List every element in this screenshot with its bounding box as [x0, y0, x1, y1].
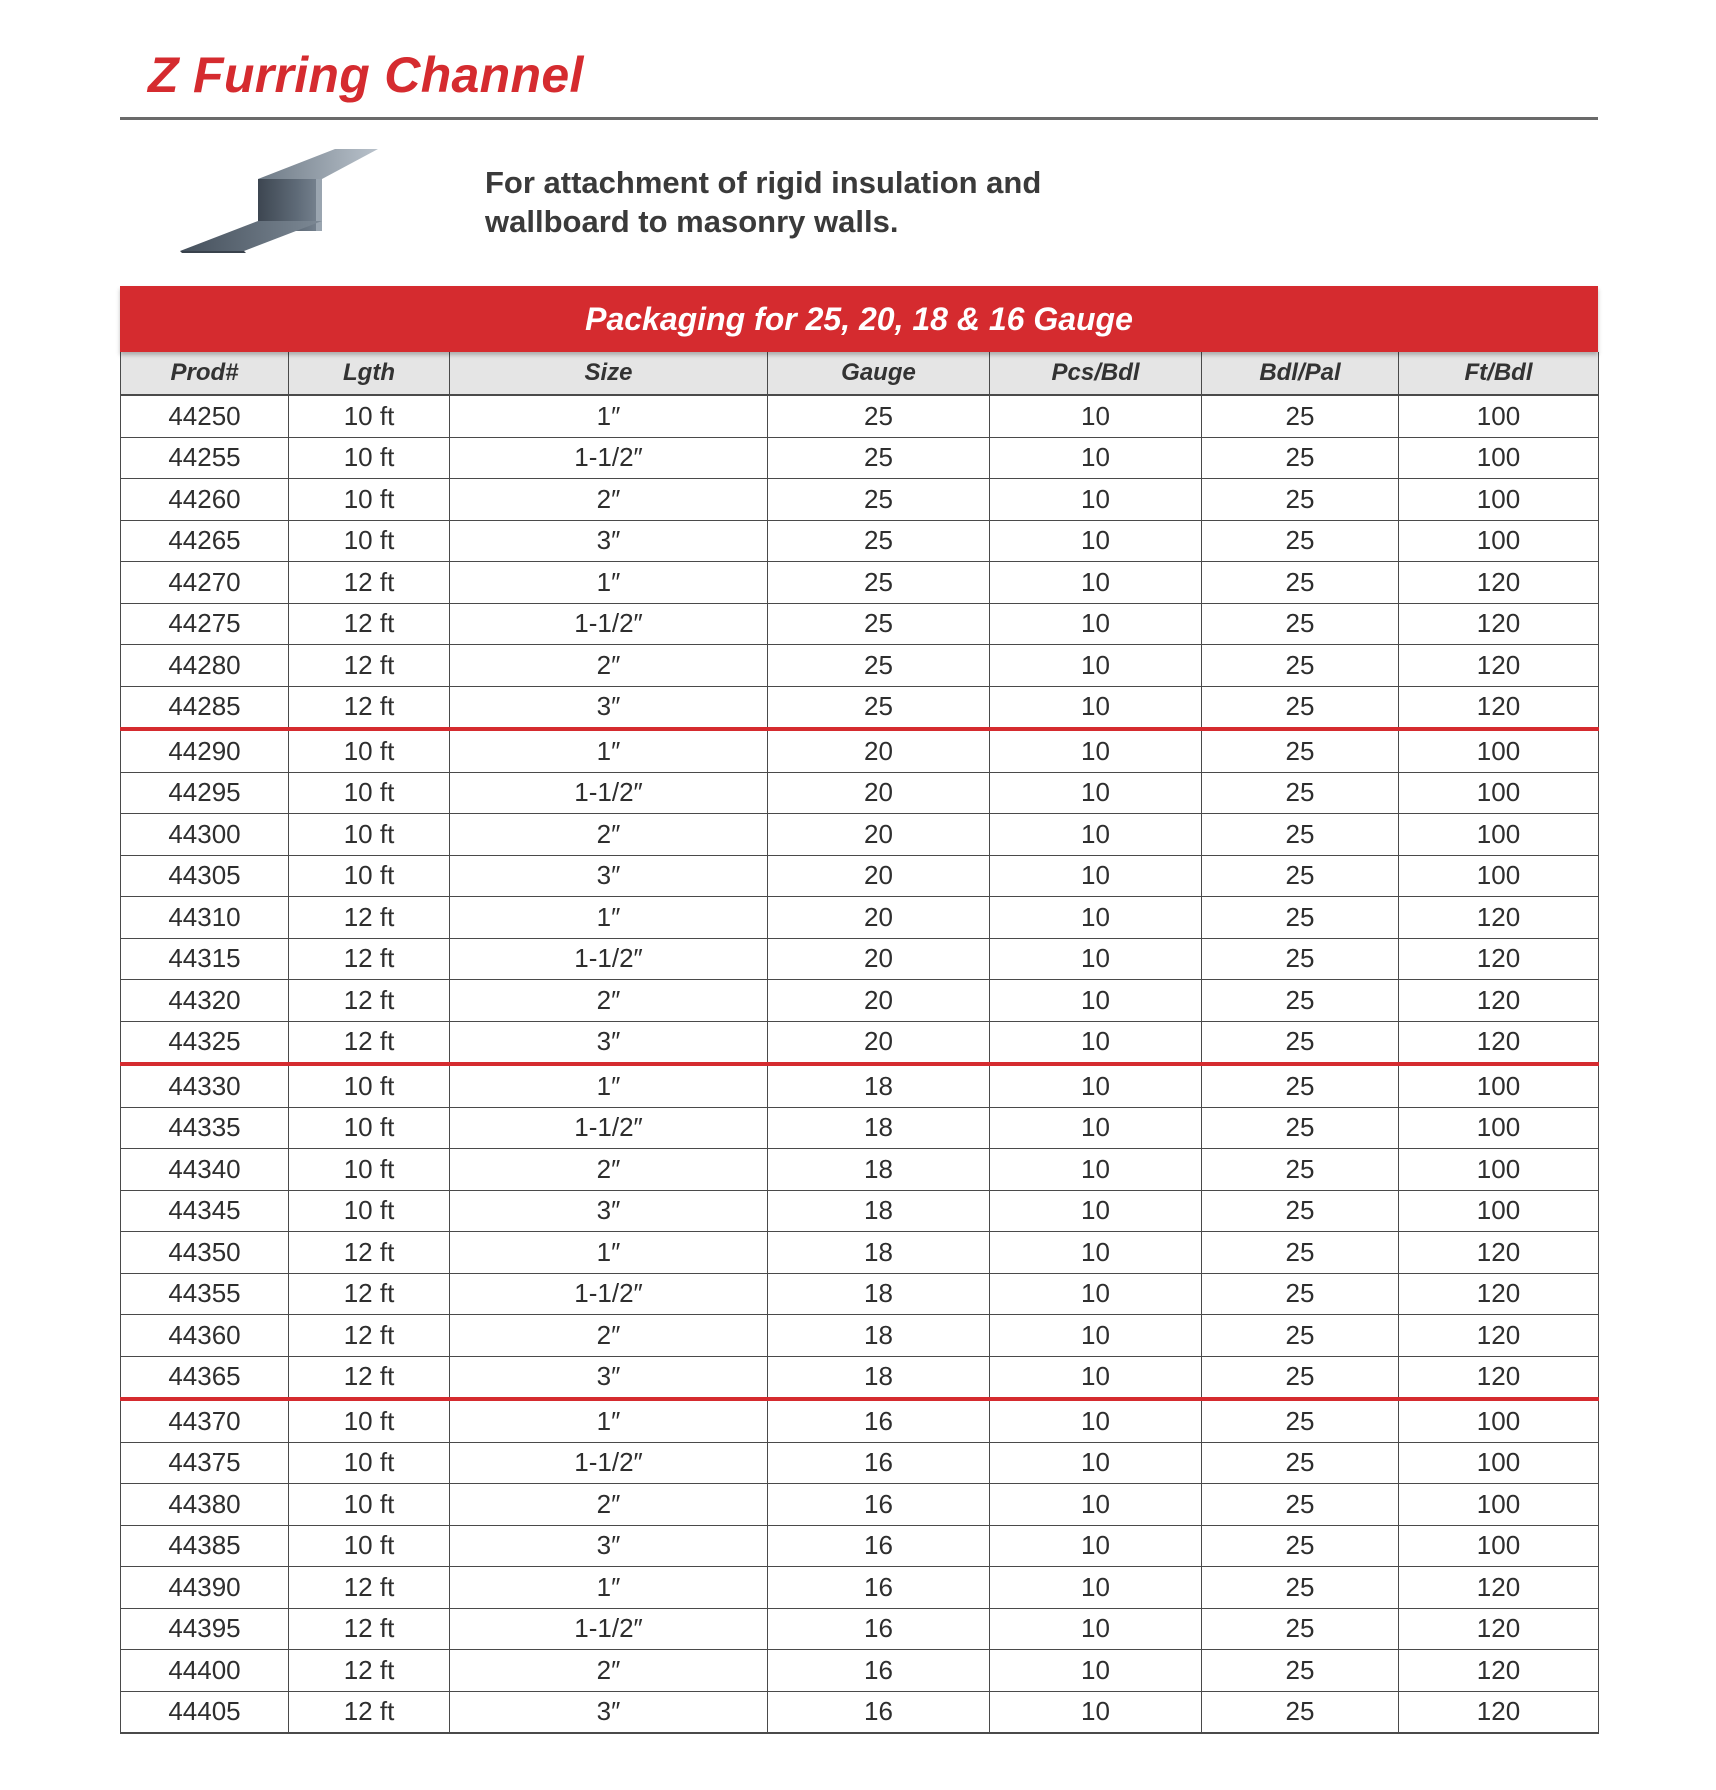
- length-cell: 10 ft: [289, 1149, 450, 1191]
- pcs-per-bundle-cell: 10: [990, 729, 1202, 772]
- feet-per-bundle-cell: 120: [1399, 645, 1599, 687]
- length-cell: 12 ft: [289, 1232, 450, 1274]
- bundles-per-pallet-cell: 25: [1202, 686, 1399, 729]
- prod-cell: 44405: [121, 1691, 289, 1733]
- bundles-per-pallet-cell: 25: [1202, 1149, 1399, 1191]
- bundles-per-pallet-cell: 25: [1202, 1315, 1399, 1357]
- prod-cell: 44300: [121, 814, 289, 856]
- length-cell: 10 ft: [289, 437, 450, 479]
- web-edge-shape: [316, 179, 322, 231]
- length-cell: 12 ft: [289, 603, 450, 645]
- table-row: [121, 1232, 1599, 1274]
- bundles-per-pallet-cell: 25: [1202, 1064, 1399, 1107]
- size-cell: 1-1/2″: [450, 1273, 768, 1315]
- table-row: [121, 1567, 1599, 1609]
- packaging-table-section: [120, 286, 1598, 1734]
- table-row: [121, 938, 1599, 980]
- table-row: [121, 772, 1599, 814]
- column-header-prod: Prod#: [121, 352, 289, 395]
- pcs-per-bundle-cell: 10: [990, 855, 1202, 897]
- prod-cell: 44265: [121, 520, 289, 562]
- gauge-cell: 25: [768, 479, 990, 521]
- table-row: [121, 395, 1599, 437]
- pcs-per-bundle-cell: 10: [990, 1525, 1202, 1567]
- size-cell: 1″: [450, 395, 768, 437]
- size-cell: 1″: [450, 897, 768, 939]
- prod-cell: 44305: [121, 855, 289, 897]
- gauge-cell: 18: [768, 1273, 990, 1315]
- bundles-per-pallet-cell: 25: [1202, 1232, 1399, 1274]
- bundles-per-pallet-cell: 25: [1202, 938, 1399, 980]
- length-cell: 10 ft: [289, 1399, 450, 1442]
- prod-cell: 44275: [121, 603, 289, 645]
- gauge-cell: 25: [768, 562, 990, 604]
- feet-per-bundle-cell: 100: [1399, 395, 1599, 437]
- length-cell: 12 ft: [289, 897, 450, 939]
- bundles-per-pallet-cell: 25: [1202, 520, 1399, 562]
- length-cell: 10 ft: [289, 1190, 450, 1232]
- gauge-cell: 25: [768, 395, 990, 437]
- pcs-per-bundle-cell: 10: [990, 1064, 1202, 1107]
- gauge-cell: 18: [768, 1315, 990, 1357]
- size-cell: 3″: [450, 520, 768, 562]
- gauge-cell: 25: [768, 686, 990, 729]
- gauge-cell: 16: [768, 1399, 990, 1442]
- table-row: [121, 1149, 1599, 1191]
- table-row: [121, 520, 1599, 562]
- gauge-cell: 18: [768, 1356, 990, 1399]
- pcs-per-bundle-cell: 10: [990, 1399, 1202, 1442]
- length-cell: 10 ft: [289, 1107, 450, 1149]
- pcs-per-bundle-cell: 10: [990, 772, 1202, 814]
- table-row: [121, 1691, 1599, 1733]
- size-cell: 3″: [450, 1356, 768, 1399]
- feet-per-bundle-cell: 120: [1399, 980, 1599, 1022]
- table-row: [121, 437, 1599, 479]
- length-cell: 10 ft: [289, 1484, 450, 1526]
- feet-per-bundle-cell: 120: [1399, 1650, 1599, 1692]
- length-cell: 12 ft: [289, 1691, 450, 1733]
- size-cell: 2″: [450, 479, 768, 521]
- feet-per-bundle-cell: 100: [1399, 1107, 1599, 1149]
- prod-cell: 44325: [121, 1021, 289, 1064]
- table-row: [121, 855, 1599, 897]
- length-cell: 10 ft: [289, 395, 450, 437]
- pcs-per-bundle-cell: 10: [990, 1273, 1202, 1315]
- table-row: [121, 1608, 1599, 1650]
- size-cell: 2″: [450, 1149, 768, 1191]
- bundles-per-pallet-cell: 25: [1202, 1484, 1399, 1526]
- size-cell: 1″: [450, 729, 768, 772]
- prod-cell: 44355: [121, 1273, 289, 1315]
- prod-cell: 44400: [121, 1650, 289, 1692]
- column-header-bundles-per-pallet: Bdl/Pal: [1202, 352, 1399, 395]
- gauge-cell: 18: [768, 1190, 990, 1232]
- size-cell: 2″: [450, 1315, 768, 1357]
- table-row: [121, 1190, 1599, 1232]
- size-cell: 1-1/2″: [450, 772, 768, 814]
- length-cell: 12 ft: [289, 1315, 450, 1357]
- bundles-per-pallet-cell: 25: [1202, 562, 1399, 604]
- prod-cell: 44340: [121, 1149, 289, 1191]
- gauge-cell: 20: [768, 855, 990, 897]
- pcs-per-bundle-cell: 10: [990, 686, 1202, 729]
- bundles-per-pallet-cell: 25: [1202, 1107, 1399, 1149]
- feet-per-bundle-cell: 120: [1399, 1315, 1599, 1357]
- length-cell: 10 ft: [289, 1525, 450, 1567]
- length-cell: 12 ft: [289, 1356, 450, 1399]
- feet-per-bundle-cell: 100: [1399, 479, 1599, 521]
- top-flange-shape: [258, 149, 378, 179]
- bundles-per-pallet-cell: 25: [1202, 1021, 1399, 1064]
- size-cell: 3″: [450, 1021, 768, 1064]
- gauge-cell: 16: [768, 1650, 990, 1692]
- table-body: [121, 395, 1599, 1733]
- gauge-cell: 20: [768, 814, 990, 856]
- gauge-cell: 16: [768, 1525, 990, 1567]
- prod-cell: 44290: [121, 729, 289, 772]
- prod-cell: 44255: [121, 437, 289, 479]
- bottom-flange-shape: [180, 221, 322, 251]
- table-row: [121, 897, 1599, 939]
- prod-cell: 44365: [121, 1356, 289, 1399]
- size-cell: 1″: [450, 1567, 768, 1609]
- pcs-per-bundle-cell: 10: [990, 437, 1202, 479]
- size-cell: 2″: [450, 645, 768, 687]
- column-header-length: Lgth: [289, 352, 450, 395]
- prod-cell: 44330: [121, 1064, 289, 1107]
- gauge-cell: 20: [768, 1021, 990, 1064]
- pcs-per-bundle-cell: 10: [990, 1107, 1202, 1149]
- title-divider: [120, 117, 1598, 120]
- size-cell: 1-1/2″: [450, 603, 768, 645]
- feet-per-bundle-cell: 100: [1399, 1149, 1599, 1191]
- pcs-per-bundle-cell: 10: [990, 1442, 1202, 1484]
- bundles-per-pallet-cell: 25: [1202, 729, 1399, 772]
- bundles-per-pallet-cell: 25: [1202, 772, 1399, 814]
- pcs-per-bundle-cell: 10: [990, 814, 1202, 856]
- pcs-per-bundle-cell: 10: [990, 980, 1202, 1022]
- length-cell: 12 ft: [289, 562, 450, 604]
- gauge-cell: 20: [768, 938, 990, 980]
- pcs-per-bundle-cell: 10: [990, 562, 1202, 604]
- pcs-per-bundle-cell: 10: [990, 520, 1202, 562]
- size-cell: 2″: [450, 1484, 768, 1526]
- product-description: For attachment of rigid insulation and wallboard to masonry walls.: [485, 165, 1042, 239]
- prod-cell: 44360: [121, 1315, 289, 1357]
- table-row: [121, 645, 1599, 687]
- gauge-cell: 18: [768, 1107, 990, 1149]
- length-cell: 12 ft: [289, 1608, 450, 1650]
- bundles-per-pallet-cell: 25: [1202, 395, 1399, 437]
- size-cell: 3″: [450, 686, 768, 729]
- bundles-per-pallet-cell: 25: [1202, 1399, 1399, 1442]
- feet-per-bundle-cell: 100: [1399, 772, 1599, 814]
- prod-cell: 44345: [121, 1190, 289, 1232]
- column-header-gauge: Gauge: [768, 352, 990, 395]
- length-cell: 10 ft: [289, 772, 450, 814]
- pcs-per-bundle-cell: 10: [990, 1232, 1202, 1274]
- bundles-per-pallet-cell: 25: [1202, 1691, 1399, 1733]
- length-cell: 12 ft: [289, 1650, 450, 1692]
- pcs-per-bundle-cell: 10: [990, 1149, 1202, 1191]
- pcs-per-bundle-cell: 10: [990, 1021, 1202, 1064]
- prod-cell: 44280: [121, 645, 289, 687]
- size-cell: 1-1/2″: [450, 938, 768, 980]
- gauge-cell: 25: [768, 603, 990, 645]
- size-cell: 2″: [450, 814, 768, 856]
- table-row: [121, 1525, 1599, 1567]
- bundles-per-pallet-cell: 25: [1202, 814, 1399, 856]
- size-cell: 1″: [450, 562, 768, 604]
- table-row: [121, 1356, 1599, 1399]
- pcs-per-bundle-cell: 10: [990, 1315, 1202, 1357]
- feet-per-bundle-cell: 120: [1399, 562, 1599, 604]
- bundles-per-pallet-cell: 25: [1202, 855, 1399, 897]
- table-row: [121, 729, 1599, 772]
- feet-per-bundle-cell: 100: [1399, 1484, 1599, 1526]
- length-cell: 12 ft: [289, 1567, 450, 1609]
- prod-cell: 44390: [121, 1567, 289, 1609]
- feet-per-bundle-cell: 100: [1399, 1442, 1599, 1484]
- column-header-feet-per-bundle: Ft/Bdl: [1399, 352, 1599, 395]
- feet-per-bundle-cell: 120: [1399, 897, 1599, 939]
- bundles-per-pallet-cell: 25: [1202, 645, 1399, 687]
- table-row: [121, 1484, 1599, 1526]
- length-cell: 12 ft: [289, 980, 450, 1022]
- pcs-per-bundle-cell: 10: [990, 603, 1202, 645]
- bundles-per-pallet-cell: 25: [1202, 1650, 1399, 1692]
- size-cell: 1″: [450, 1232, 768, 1274]
- gauge-cell: 20: [768, 897, 990, 939]
- size-cell: 1-1/2″: [450, 1107, 768, 1149]
- gauge-cell: 16: [768, 1567, 990, 1609]
- length-cell: 12 ft: [289, 1021, 450, 1064]
- bundles-per-pallet-cell: 25: [1202, 1525, 1399, 1567]
- gauge-cell: 25: [768, 645, 990, 687]
- prod-cell: 44295: [121, 772, 289, 814]
- feet-per-bundle-cell: 120: [1399, 1232, 1599, 1274]
- feet-per-bundle-cell: 100: [1399, 1190, 1599, 1232]
- gauge-cell: 16: [768, 1691, 990, 1733]
- pcs-per-bundle-cell: 10: [990, 938, 1202, 980]
- gauge-cell: 18: [768, 1149, 990, 1191]
- bundles-per-pallet-cell: 25: [1202, 1356, 1399, 1399]
- size-cell: 1″: [450, 1399, 768, 1442]
- size-cell: 3″: [450, 1691, 768, 1733]
- feet-per-bundle-cell: 120: [1399, 1273, 1599, 1315]
- size-cell: 1-1/2″: [450, 1442, 768, 1484]
- table-row: [121, 1064, 1599, 1107]
- table-row: [121, 1442, 1599, 1484]
- pcs-per-bundle-cell: 10: [990, 1650, 1202, 1692]
- prod-cell: 44395: [121, 1608, 289, 1650]
- z-channel-profile-icon: [180, 145, 380, 255]
- feet-per-bundle-cell: 100: [1399, 814, 1599, 856]
- feet-per-bundle-cell: 120: [1399, 1608, 1599, 1650]
- feet-per-bundle-cell: 120: [1399, 938, 1599, 980]
- bottom-flange-edge-shape: [180, 251, 246, 253]
- pcs-per-bundle-cell: 10: [990, 1190, 1202, 1232]
- gauge-cell: 25: [768, 437, 990, 479]
- table-row: [121, 562, 1599, 604]
- feet-per-bundle-cell: 100: [1399, 855, 1599, 897]
- prod-cell: 44260: [121, 479, 289, 521]
- length-cell: 10 ft: [289, 814, 450, 856]
- size-cell: 3″: [450, 855, 768, 897]
- prod-cell: 44315: [121, 938, 289, 980]
- length-cell: 12 ft: [289, 938, 450, 980]
- table-row: [121, 1021, 1599, 1064]
- prod-cell: 44375: [121, 1442, 289, 1484]
- length-cell: 10 ft: [289, 1442, 450, 1484]
- bundles-per-pallet-cell: 25: [1202, 1273, 1399, 1315]
- table-row: [121, 686, 1599, 729]
- pcs-per-bundle-cell: 10: [990, 1484, 1202, 1526]
- pcs-per-bundle-cell: 10: [990, 1608, 1202, 1650]
- size-cell: 1″: [450, 1064, 768, 1107]
- packaging-table: [120, 352, 1599, 1734]
- table-row: [121, 1107, 1599, 1149]
- bundles-per-pallet-cell: 25: [1202, 1442, 1399, 1484]
- feet-per-bundle-cell: 100: [1399, 1525, 1599, 1567]
- bundles-per-pallet-cell: 25: [1202, 479, 1399, 521]
- table-row: [121, 980, 1599, 1022]
- length-cell: 12 ft: [289, 1273, 450, 1315]
- gauge-cell: 18: [768, 1064, 990, 1107]
- table-row: [121, 603, 1599, 645]
- prod-cell: 44250: [121, 395, 289, 437]
- length-cell: 10 ft: [289, 729, 450, 772]
- feet-per-bundle-cell: 120: [1399, 686, 1599, 729]
- bundles-per-pallet-cell: 25: [1202, 1567, 1399, 1609]
- pcs-per-bundle-cell: 10: [990, 645, 1202, 687]
- gauge-cell: 18: [768, 1232, 990, 1274]
- table-row: [121, 1399, 1599, 1442]
- feet-per-bundle-cell: 100: [1399, 520, 1599, 562]
- gauge-cell: 25: [768, 520, 990, 562]
- table-row: [121, 1315, 1599, 1357]
- pcs-per-bundle-cell: 10: [990, 897, 1202, 939]
- gauge-cell: 20: [768, 729, 990, 772]
- gauge-cell: 16: [768, 1442, 990, 1484]
- bundles-per-pallet-cell: 25: [1202, 437, 1399, 479]
- pcs-per-bundle-cell: 10: [990, 395, 1202, 437]
- gauge-cell: 20: [768, 980, 990, 1022]
- bundles-per-pallet-cell: 25: [1202, 897, 1399, 939]
- length-cell: 12 ft: [289, 645, 450, 687]
- page-title: Z Furring Channel: [148, 47, 584, 103]
- prod-cell: 44335: [121, 1107, 289, 1149]
- feet-per-bundle-cell: 100: [1399, 1399, 1599, 1442]
- length-cell: 10 ft: [289, 479, 450, 521]
- feet-per-bundle-cell: 120: [1399, 1021, 1599, 1064]
- prod-cell: 44380: [121, 1484, 289, 1526]
- bundles-per-pallet-cell: 25: [1202, 1608, 1399, 1650]
- pcs-per-bundle-cell: 10: [990, 1691, 1202, 1733]
- bundles-per-pallet-cell: 25: [1202, 980, 1399, 1022]
- prod-cell: 44350: [121, 1232, 289, 1274]
- table-header-row: [121, 352, 1599, 395]
- size-cell: 1-1/2″: [450, 1608, 768, 1650]
- length-cell: 10 ft: [289, 1064, 450, 1107]
- prod-cell: 44285: [121, 686, 289, 729]
- size-cell: 2″: [450, 980, 768, 1022]
- table-row: [121, 1650, 1599, 1692]
- table-row: [121, 479, 1599, 521]
- column-header-pcs-per-bundle: Pcs/Bdl: [990, 352, 1202, 395]
- gauge-cell: 16: [768, 1608, 990, 1650]
- feet-per-bundle-cell: 100: [1399, 729, 1599, 772]
- size-cell: 3″: [450, 1525, 768, 1567]
- size-cell: 3″: [450, 1190, 768, 1232]
- table-banner: Packaging for 25, 20, 18 & 16 Gauge: [120, 286, 1598, 352]
- pcs-per-bundle-cell: 10: [990, 1567, 1202, 1609]
- feet-per-bundle-cell: 100: [1399, 437, 1599, 479]
- size-cell: 2″: [450, 1650, 768, 1692]
- length-cell: 10 ft: [289, 855, 450, 897]
- prod-cell: 44320: [121, 980, 289, 1022]
- feet-per-bundle-cell: 120: [1399, 1567, 1599, 1609]
- prod-cell: 44270: [121, 562, 289, 604]
- prod-cell: 44310: [121, 897, 289, 939]
- gauge-cell: 16: [768, 1484, 990, 1526]
- bundles-per-pallet-cell: 25: [1202, 1190, 1399, 1232]
- length-cell: 12 ft: [289, 686, 450, 729]
- gauge-cell: 20: [768, 772, 990, 814]
- prod-cell: 44385: [121, 1525, 289, 1567]
- size-cell: 1-1/2″: [450, 437, 768, 479]
- table-row: [121, 814, 1599, 856]
- feet-per-bundle-cell: 120: [1399, 1356, 1599, 1399]
- prod-cell: 44370: [121, 1399, 289, 1442]
- feet-per-bundle-cell: 120: [1399, 603, 1599, 645]
- table-row: [121, 1273, 1599, 1315]
- pcs-per-bundle-cell: 10: [990, 479, 1202, 521]
- feet-per-bundle-cell: 100: [1399, 1064, 1599, 1107]
- column-header-size: Size: [450, 352, 768, 395]
- pcs-per-bundle-cell: 10: [990, 1356, 1202, 1399]
- feet-per-bundle-cell: 120: [1399, 1691, 1599, 1733]
- length-cell: 10 ft: [289, 520, 450, 562]
- bundles-per-pallet-cell: 25: [1202, 603, 1399, 645]
